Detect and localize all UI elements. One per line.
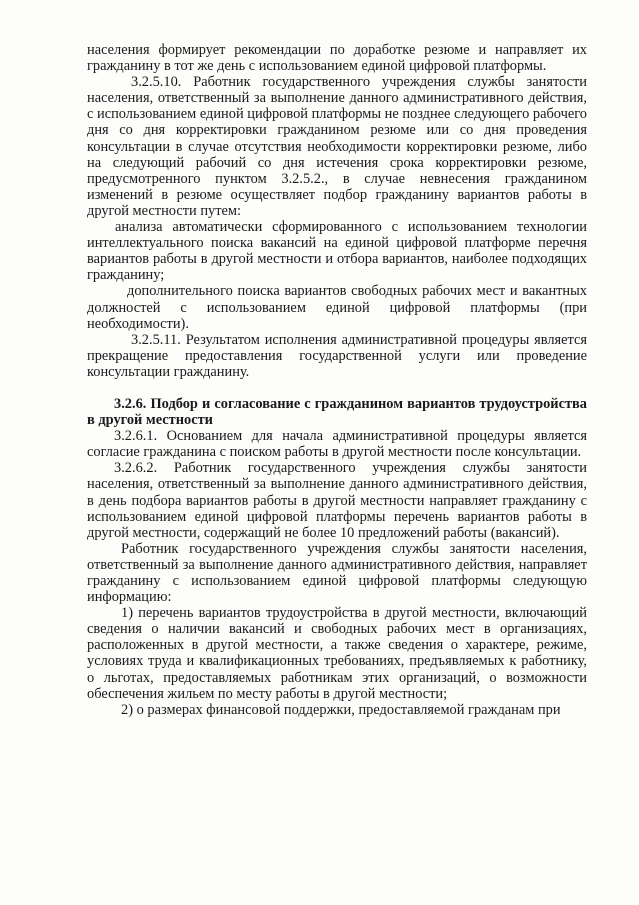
paragraph-info-intro: Работник государственного учреждения службы занятости населения, ответственный за выполнение данного административного действия, направляет гражданину с использованием единой цифровой платформы следующую информацию: (87, 540, 587, 606)
paragraph-analysis: анализа автоматически сформированного с использованием технологии интеллектуального поиска вакансий на единой цифровой платформе перечня вариантов работы в другой местности и отбора вариантов, наиболее подходящих гражданину; (87, 219, 587, 284)
paragraph-additional-search: дополнительного поиска вариантов свободных рабочих мест и вакантных должностей с использованием единой цифровой платформы (при необходимости). (87, 283, 587, 332)
list-item-2: 2) о размерах финансовой поддержки, предоставляемой гражданам при (121, 701, 561, 718)
section-gap (87, 380, 587, 396)
paragraph-3-2-6-2: 3.2.6.2. Работник государственного учреждения службы занятости населения, ответственный за выполнение данного административного действия, в день подбора вариантов работы в другой местности направляет гражданину с использованием единой цифровой платформы перечень вариантов работы в другой местности, содержащий не более 10 предложений работы (вакансий). (87, 460, 587, 541)
paragraph-3-2-5-10: 3.2.5.10. Работник государственного учреждения службы занятости населения, ответственный за выполнение данного административного действия, с использованием единой цифровой платформы не позднее следующего рабочего дня со дня корректировки гражданином резюме или со дня проведения консультации в случае отсутствия необходимости корректировки резюме, либо на следующий рабочий со дня истечения срока корректировки резюме, предусмотренного пунктом 3.2.5.2., в случае невнесения гражданином изменений в резюме осуществляет подбор гражданину вариантов работы в другой местности путем: (87, 74, 587, 219)
paragraph-3-2-5-11: 3.2.5.11. Результатом исполнения административной процедуры является прекращение предоставления государственной услуги или проведение консультации гражданину. (87, 331, 587, 380)
paragraph-continuation: населения формирует рекомендации по доработке резюме и направляет их гражданину в тот же день с использованием единой цифровой платформы. (87, 42, 587, 75)
section-heading-3-2-6: 3.2.6. Подбор и согласование с гражданином вариантов трудоустройства в другой местности (87, 395, 587, 429)
document-page (87, 42, 587, 718)
list-item-1: 1) перечень вариантов трудоустройства в другой местности, включающий сведения о наличии вакансий и свободных рабочих мест в организациях, расположенных в другой местности, а также сведения о характере, режиме, условиях труда и квалификационных требованиях, предъявляемых к работнику, о льготах, предоставляемых работникам этих организаций, о возможности обеспечения жильем по месту работы в другой местности; (87, 605, 587, 702)
paragraph-3-2-6-1: 3.2.6.1. Основанием для начала административной процедуры является согласие гражданина с поиском работы в другой местности после консультации. (87, 428, 587, 461)
